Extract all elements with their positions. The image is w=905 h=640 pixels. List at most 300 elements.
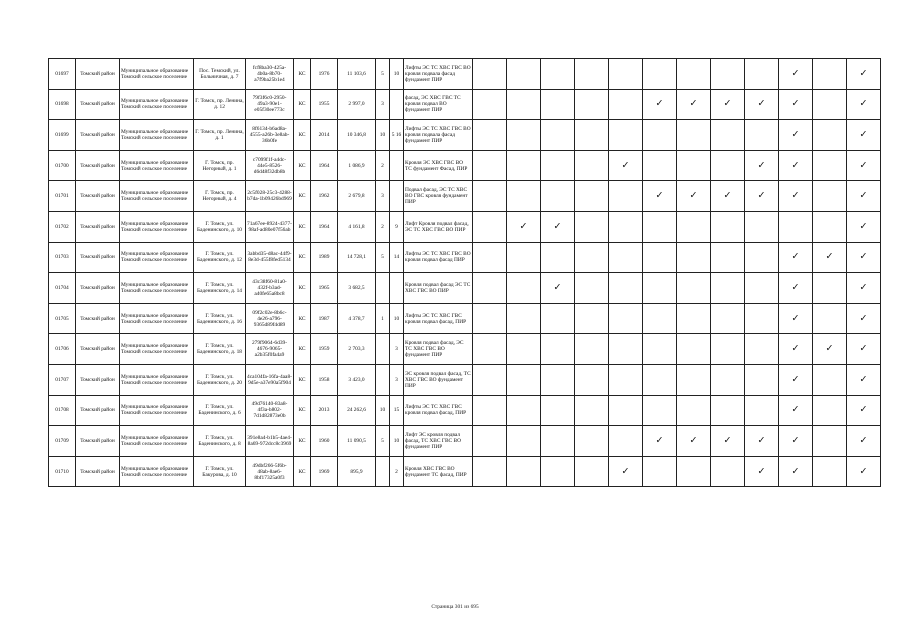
- check-cell: [609, 242, 643, 273]
- entrances-cell: [390, 89, 404, 120]
- row-code: 01701: [49, 181, 76, 212]
- address-cell: Г. Томск, ул. Баденинского, д. 18: [194, 334, 246, 365]
- district-cell: Томский район: [76, 120, 120, 151]
- check-cell: [677, 181, 711, 212]
- check-cell: [575, 59, 609, 90]
- check-cell: [643, 211, 677, 242]
- uuid-cell: 79f3f6c0-2950-49a3-90e1-e05f30ee773c: [246, 89, 294, 120]
- check-icon: ✓: [859, 159, 868, 171]
- uuid-cell: 391e8a4-b1b5-4ae4-8a69-972dcc8c3969: [246, 426, 294, 457]
- check-cell: [847, 120, 881, 151]
- check-cell: [745, 120, 779, 151]
- row-code: 01710: [49, 456, 76, 487]
- check-cell: [847, 364, 881, 395]
- works-cell: Подвал фасад, ЭС ТС ХВС ВО ГВС кровля фундамент ПИР: [404, 181, 473, 212]
- check-cell: [745, 242, 779, 273]
- check-cell: [473, 334, 507, 365]
- area-cell: 24 262,6: [338, 395, 376, 426]
- year-cell: 1962: [311, 181, 338, 212]
- check-cell: [575, 150, 609, 181]
- check-cell: [813, 211, 847, 242]
- check-cell: [779, 273, 813, 304]
- area-cell: 895,9: [338, 456, 376, 487]
- address-cell: Г. Томск, пр. Ленина, д. 12: [194, 89, 246, 120]
- check-cell: [643, 456, 677, 487]
- check-icon: ✓: [791, 251, 800, 263]
- table-row: [49, 303, 881, 334]
- uuid-cell: 49dbf266-5f6b-48ab-8ae6-8bf17325a0f3: [246, 456, 294, 487]
- check-cell: [813, 456, 847, 487]
- municipality-cell: Муниципальное образование Томский сельское поселение: [120, 59, 194, 90]
- district-cell: Томский район: [76, 303, 120, 334]
- check-icon: ✓: [655, 98, 664, 110]
- floors-cell: 10: [376, 395, 390, 426]
- entrances-cell: [390, 273, 404, 304]
- check-icon: ✓: [791, 128, 800, 140]
- check-cell: [643, 426, 677, 457]
- table-row: [49, 211, 881, 242]
- table-body: [49, 59, 881, 487]
- check-cell: [813, 303, 847, 334]
- check-icon: ✓: [791, 373, 800, 385]
- check-cell: [711, 59, 745, 90]
- address-cell: Г. Томск, ул. Бакурова, д. 10: [194, 456, 246, 487]
- check-cell: [541, 120, 575, 151]
- check-icon: ✓: [689, 434, 698, 446]
- material-cell: КС: [294, 273, 311, 304]
- check-cell: [541, 150, 575, 181]
- works-cell: Лифты ЭС ТС ХВС ГВС кровля подвал фасад, ПИР: [404, 395, 473, 426]
- check-cell: [745, 364, 779, 395]
- check-cell: [779, 120, 813, 151]
- municipality-cell: Муниципальное образование Томский сельское поселение: [120, 426, 194, 457]
- material-cell: КС: [294, 120, 311, 151]
- uuid-cell: 279f9064-6d39-4676-9065-a2b35f0fa4a9: [246, 334, 294, 365]
- district-cell: Томский район: [76, 334, 120, 365]
- floors-cell: 10: [376, 120, 390, 151]
- check-cell: [575, 426, 609, 457]
- floors-cell: [376, 364, 390, 395]
- uuid-cell: fcf8ba30-425a-4b0a-8b70-a7f9ba25b1e4: [246, 59, 294, 90]
- check-cell: [677, 426, 711, 457]
- year-cell: 1959: [311, 334, 338, 365]
- district-cell: Томский район: [76, 426, 120, 457]
- uuid-cell: 3abbd35-d8ac-44f9-8e3d-455f8fed5134: [246, 242, 294, 273]
- uuid-cell: 09f2c02e-8b6c-4e26-a796-9365d89f4d89: [246, 303, 294, 334]
- municipality-cell: Муниципальное образование Томский сельское поселение: [120, 211, 194, 242]
- check-icon: ✓: [655, 434, 664, 446]
- check-cell: [779, 303, 813, 334]
- year-cell: 1964: [311, 150, 338, 181]
- check-cell: [677, 456, 711, 487]
- check-cell: [745, 395, 779, 426]
- material-cell: КС: [294, 364, 311, 395]
- address-cell: Г. Томск, пр. Негорный, д. 4: [194, 181, 246, 212]
- check-cell: [575, 120, 609, 151]
- material-cell: КС: [294, 89, 311, 120]
- check-cell: [575, 303, 609, 334]
- entrances-cell: 10: [390, 59, 404, 90]
- works-cell: ЭС кровля подвал фасад, ТС ХВС ГВС ВО фундамент ПИР: [404, 364, 473, 395]
- row-code: 01698: [49, 89, 76, 120]
- check-icon: ✓: [791, 404, 800, 416]
- district-cell: Томский район: [76, 242, 120, 273]
- municipality-cell: Муниципальное образование Томский сельское поселение: [120, 150, 194, 181]
- check-cell: [473, 120, 507, 151]
- municipality-cell: Муниципальное образование Томский сельское поселение: [120, 364, 194, 395]
- municipality-cell: Муниципальное образование Томский сельское поселение: [120, 120, 194, 151]
- works-cell: Кровля ХВС ГВС ВО фундамент ТС фасад, ПИР: [404, 456, 473, 487]
- check-cell: [643, 89, 677, 120]
- floors-cell: 5: [376, 59, 390, 90]
- check-icon: ✓: [723, 190, 732, 202]
- check-cell: [575, 456, 609, 487]
- year-cell: 1964: [311, 211, 338, 242]
- check-icon: ✓: [757, 98, 766, 110]
- district-cell: Томский район: [76, 59, 120, 90]
- material-cell: КС: [294, 395, 311, 426]
- check-cell: [745, 303, 779, 334]
- check-cell: [643, 120, 677, 151]
- year-cell: 1960: [311, 426, 338, 457]
- district-cell: Томский район: [76, 364, 120, 395]
- check-cell: [677, 89, 711, 120]
- check-icon: ✓: [757, 465, 766, 477]
- check-cell: [677, 303, 711, 334]
- check-cell: [575, 89, 609, 120]
- check-cell: [677, 59, 711, 90]
- floors-cell: [376, 456, 390, 487]
- address-cell: Г. Томск, пр. Негорный, д. 1: [194, 150, 246, 181]
- row-code: 01705: [49, 303, 76, 334]
- check-cell: [813, 181, 847, 212]
- check-cell: [711, 181, 745, 212]
- floors-cell: 5: [376, 426, 390, 457]
- check-icon: ✓: [791, 159, 800, 171]
- check-icon: ✓: [621, 159, 630, 171]
- check-cell: [541, 334, 575, 365]
- check-icon: ✓: [859, 343, 868, 355]
- check-cell: [677, 395, 711, 426]
- municipality-cell: Муниципальное образование Томский сельское поселение: [120, 273, 194, 304]
- works-cell: Кровля подвал фасад ЭС ТС ХВС ГВС ВО ПИР: [404, 273, 473, 304]
- check-icon: ✓: [859, 67, 868, 79]
- area-cell: 11 090,5: [338, 426, 376, 457]
- check-cell: [813, 150, 847, 181]
- check-cell: [507, 303, 541, 334]
- check-cell: [847, 181, 881, 212]
- check-cell: [609, 150, 643, 181]
- check-cell: [643, 364, 677, 395]
- check-cell: [541, 456, 575, 487]
- check-icon: ✓: [791, 312, 800, 324]
- table-row: [49, 456, 881, 487]
- check-cell: [847, 273, 881, 304]
- check-cell: [643, 273, 677, 304]
- check-cell: [711, 150, 745, 181]
- year-cell: 1955: [311, 89, 338, 120]
- check-cell: [677, 150, 711, 181]
- check-cell: [813, 120, 847, 151]
- check-cell: [609, 273, 643, 304]
- address-cell: Г. Томск, ул. Баденинского, д. 14: [194, 273, 246, 304]
- check-cell: [507, 334, 541, 365]
- check-cell: [677, 364, 711, 395]
- check-cell: [847, 211, 881, 242]
- address-cell: Г. Томск, ул. Баденинского, д. 8: [194, 426, 246, 457]
- check-cell: [541, 426, 575, 457]
- address-cell: Пос. Темский, ул. Больничная, д. 7: [194, 59, 246, 90]
- check-icon: ✓: [859, 312, 868, 324]
- entrances-cell: 5 16: [390, 120, 404, 151]
- table-row: [49, 364, 881, 395]
- floors-cell: 1: [376, 303, 390, 334]
- table-row: [49, 273, 881, 304]
- check-cell: [541, 181, 575, 212]
- table-row: [49, 395, 881, 426]
- check-cell: [745, 426, 779, 457]
- table-row: [49, 334, 881, 365]
- check-cell: [609, 364, 643, 395]
- uuid-cell: 71a67ee-8924-4377-98af-ad80e07f56ab: [246, 211, 294, 242]
- check-icon: ✓: [859, 251, 868, 263]
- municipality-cell: Муниципальное образование Томский сельское поселение: [120, 303, 194, 334]
- check-cell: [575, 242, 609, 273]
- check-cell: [813, 426, 847, 457]
- check-cell: [473, 456, 507, 487]
- floors-cell: 3: [376, 181, 390, 212]
- uuid-cell: c7099f1f-a4dc-44e5-8526-d6d48f32db8b: [246, 150, 294, 181]
- check-cell: [813, 273, 847, 304]
- check-cell: [507, 242, 541, 273]
- check-cell: [609, 59, 643, 90]
- year-cell: 1987: [311, 303, 338, 334]
- municipality-cell: Муниципальное образование Томский сельское поселение: [120, 89, 194, 120]
- area-cell: 2 997,0: [338, 89, 376, 120]
- district-cell: Томский район: [76, 181, 120, 212]
- check-cell: [813, 59, 847, 90]
- check-cell: [813, 89, 847, 120]
- material-cell: КС: [294, 456, 311, 487]
- check-cell: [507, 273, 541, 304]
- area-cell: 4 161,8: [338, 211, 376, 242]
- district-cell: Томский район: [76, 395, 120, 426]
- entrances-cell: 2: [390, 456, 404, 487]
- check-cell: [575, 211, 609, 242]
- check-cell: [609, 334, 643, 365]
- uuid-cell: 43c38f60-81a0-432f-b3ad-a40fe65a8bc8: [246, 273, 294, 304]
- check-cell: [847, 395, 881, 426]
- check-cell: [711, 334, 745, 365]
- check-cell: [779, 395, 813, 426]
- check-icon: ✓: [825, 251, 834, 263]
- check-cell: [473, 150, 507, 181]
- address-cell: Г. Томск, ул. Баденинского, д. 20: [194, 364, 246, 395]
- check-icon: ✓: [859, 190, 868, 202]
- area-cell: 3 682,5: [338, 273, 376, 304]
- check-cell: [507, 395, 541, 426]
- uuid-cell: 8f6134-b6ad8a-4555-a26b-3e8ab-36b0fe: [246, 120, 294, 151]
- area-cell: 10 346,8: [338, 120, 376, 151]
- check-cell: [609, 303, 643, 334]
- works-cell: Лифт ЭС кровля подвал фасад, ТС ХВС ГВС ВО фундамент ПИР: [404, 426, 473, 457]
- check-icon: ✓: [791, 190, 800, 202]
- entrances-cell: 14: [390, 242, 404, 273]
- check-cell: [779, 426, 813, 457]
- check-cell: [643, 59, 677, 90]
- works-cell: Лифты ЭС ТС ХВС ГВС кровля подвал фасад, ПИР: [404, 303, 473, 334]
- table-row: [49, 120, 881, 151]
- check-cell: [711, 456, 745, 487]
- check-cell: [847, 303, 881, 334]
- check-cell: [609, 89, 643, 120]
- check-cell: [643, 395, 677, 426]
- check-icon: ✓: [689, 98, 698, 110]
- check-cell: [711, 120, 745, 151]
- check-cell: [711, 242, 745, 273]
- row-code: 01707: [49, 364, 76, 395]
- check-cell: [507, 426, 541, 457]
- year-cell: 1969: [311, 456, 338, 487]
- check-cell: [779, 456, 813, 487]
- check-cell: [745, 456, 779, 487]
- check-cell: [711, 89, 745, 120]
- area-cell: 2 703,3: [338, 334, 376, 365]
- material-cell: КС: [294, 211, 311, 242]
- check-cell: [847, 59, 881, 90]
- check-cell: [541, 364, 575, 395]
- check-cell: [745, 150, 779, 181]
- address-cell: Г. Томск, ул. Баденинского, д. 6: [194, 395, 246, 426]
- floors-cell: 3: [376, 89, 390, 120]
- check-cell: [507, 120, 541, 151]
- check-icon: ✓: [859, 465, 868, 477]
- address-cell: Г. Томск, ул. Баденинского, д. 12: [194, 242, 246, 273]
- check-icon: ✓: [825, 343, 834, 355]
- check-cell: [847, 89, 881, 120]
- check-icon: ✓: [757, 434, 766, 446]
- district-cell: Томский район: [76, 89, 120, 120]
- registry-table: [48, 58, 881, 487]
- row-code: 01708: [49, 395, 76, 426]
- check-icon: ✓: [791, 281, 800, 293]
- check-icon: ✓: [655, 190, 664, 202]
- material-cell: КС: [294, 334, 311, 365]
- floors-cell: 2: [376, 150, 390, 181]
- year-cell: 1958: [311, 364, 338, 395]
- check-icon: ✓: [723, 434, 732, 446]
- check-icon: ✓: [859, 373, 868, 385]
- table-row: [49, 426, 881, 457]
- check-cell: [541, 242, 575, 273]
- area-cell: 11 103,6: [338, 59, 376, 90]
- check-cell: [643, 303, 677, 334]
- check-cell: [711, 364, 745, 395]
- entrances-cell: 10: [390, 426, 404, 457]
- municipality-cell: Муниципальное образование Томский сельское поселение: [120, 456, 194, 487]
- check-cell: [643, 181, 677, 212]
- table-row: [49, 59, 881, 90]
- check-cell: [541, 395, 575, 426]
- check-icon: ✓: [553, 220, 562, 232]
- material-cell: КС: [294, 150, 311, 181]
- check-cell: [677, 242, 711, 273]
- municipality-cell: Муниципальное образование Томский сельское поселение: [120, 242, 194, 273]
- check-icon: ✓: [791, 67, 800, 79]
- area-cell: 2 679,8: [338, 181, 376, 212]
- works-cell: Лифты ЭС ТС ХВС ГВС ВО кровля подвала фасад фундамент ПИР: [404, 59, 473, 90]
- check-cell: [677, 273, 711, 304]
- row-code: 01704: [49, 273, 76, 304]
- check-cell: [473, 303, 507, 334]
- row-code: 01700: [49, 150, 76, 181]
- check-cell: [473, 59, 507, 90]
- check-cell: [745, 273, 779, 304]
- check-icon: ✓: [859, 404, 868, 416]
- material-cell: КС: [294, 242, 311, 273]
- check-cell: [711, 303, 745, 334]
- page-footer: Страница 301 из 695: [431, 604, 479, 610]
- year-cell: 2014: [311, 120, 338, 151]
- uuid-cell: 4ca104fa-16fa-4aa8-9d5e-a37e90a5f904: [246, 364, 294, 395]
- works-cell: Кровля ЭС ХВС ГВС ВО ТС фундамент Фасад, ПИР: [404, 150, 473, 181]
- entrances-cell: 15: [390, 395, 404, 426]
- check-cell: [507, 211, 541, 242]
- check-cell: [473, 395, 507, 426]
- check-cell: [779, 211, 813, 242]
- check-cell: [609, 211, 643, 242]
- check-cell: [541, 59, 575, 90]
- district-cell: Томский район: [76, 456, 120, 487]
- check-cell: [473, 426, 507, 457]
- check-icon: ✓: [859, 281, 868, 293]
- row-code: 01699: [49, 120, 76, 151]
- check-cell: [575, 395, 609, 426]
- check-cell: [473, 364, 507, 395]
- check-cell: [677, 211, 711, 242]
- check-icon: ✓: [689, 190, 698, 202]
- check-cell: [779, 242, 813, 273]
- entrances-cell: 9: [390, 211, 404, 242]
- check-cell: [575, 181, 609, 212]
- check-cell: [677, 334, 711, 365]
- check-cell: [847, 242, 881, 273]
- check-cell: [473, 211, 507, 242]
- address-cell: Г. Томск, пр. Ленина, д. 1: [194, 120, 246, 151]
- check-cell: [813, 364, 847, 395]
- check-cell: [609, 181, 643, 212]
- check-cell: [677, 120, 711, 151]
- municipality-cell: Муниципальное образование Томский сельское поселение: [120, 395, 194, 426]
- check-cell: [507, 59, 541, 90]
- check-cell: [847, 334, 881, 365]
- check-icon: ✓: [553, 281, 562, 293]
- check-cell: [473, 181, 507, 212]
- check-cell: [541, 211, 575, 242]
- check-cell: [711, 273, 745, 304]
- area-cell: 1 086,9: [338, 150, 376, 181]
- entrances-cell: [390, 181, 404, 212]
- check-cell: [745, 59, 779, 90]
- check-cell: [847, 150, 881, 181]
- check-icon: ✓: [757, 159, 766, 171]
- row-code: 01702: [49, 211, 76, 242]
- check-cell: [711, 211, 745, 242]
- check-icon: ✓: [791, 343, 800, 355]
- check-cell: [813, 334, 847, 365]
- check-cell: [507, 181, 541, 212]
- material-cell: КС: [294, 59, 311, 90]
